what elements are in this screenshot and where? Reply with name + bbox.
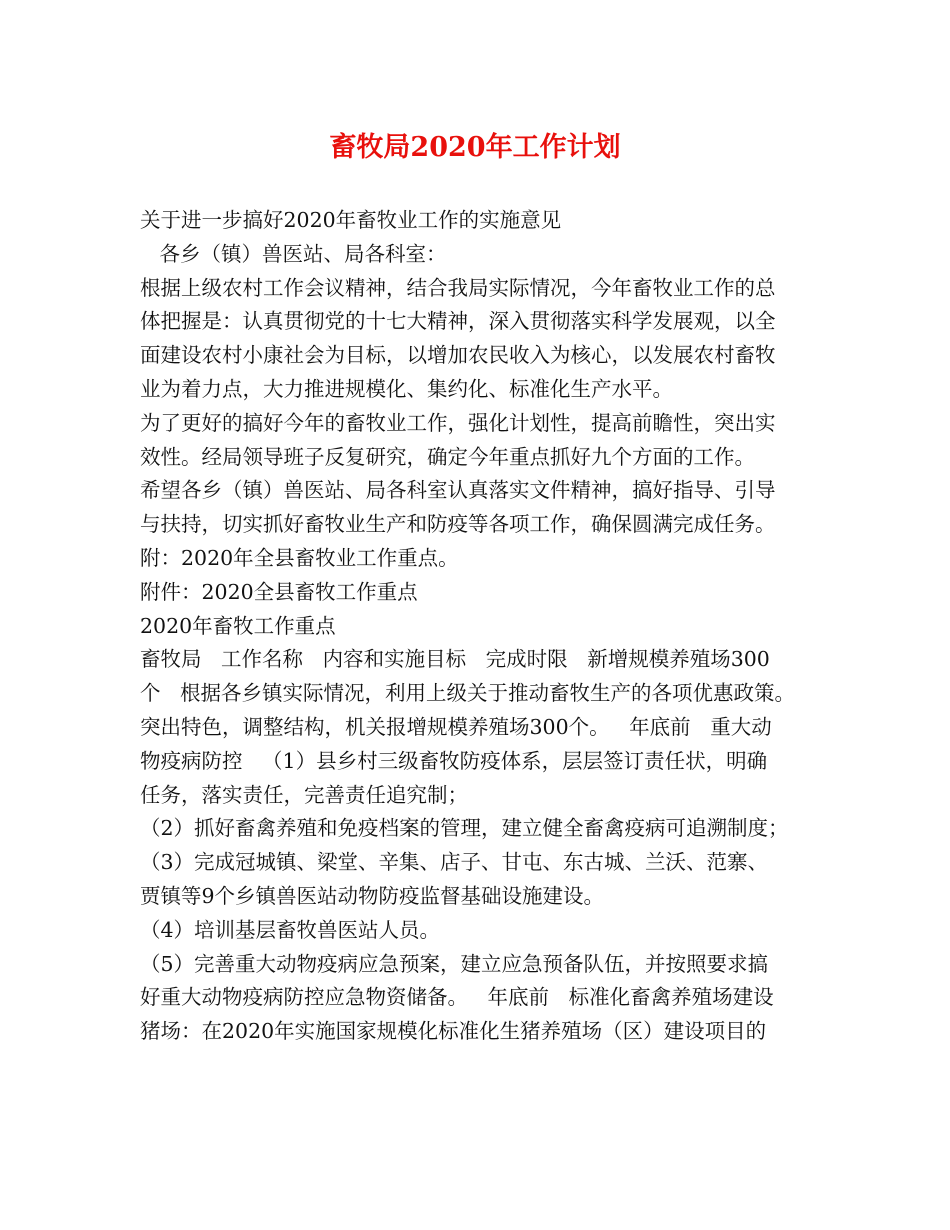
text-line: 个 根据各乡镇实际情况，利用上级关于推动畜牧生产的各项优惠政策。 xyxy=(140,681,796,706)
text-line: 物疫病防控 （1）县乡村三级畜牧防疫体系，层层签订责任状，明确 xyxy=(140,748,768,773)
text-line: 根据上级农村工作会议精神，结合我局实际情况，今年畜牧业工作的总 xyxy=(140,275,776,300)
text-line: （3）完成冠城镇、梁堂、辛集、店子、甘屯、东古城、兰沃、范寨、 xyxy=(140,850,769,875)
text-line: 猪场：在2020年实施国家规模化标准化生猪养殖场（区）建设项目的 xyxy=(140,1019,767,1044)
text-line: （4）培训基层畜牧兽医站人员。 xyxy=(140,917,441,942)
text-line: 2020年畜牧工作重点 xyxy=(140,613,336,638)
text-line: 体把握是：认真贯彻党的十七大精神，深入贯彻落实科学发展观，以全 xyxy=(140,309,776,334)
text-line: 效性。经局领导班子反复研究，确定今年重点抓好九个方面的工作。 xyxy=(140,444,755,469)
text-line: 附：2020年全县畜牧业工作重点。 xyxy=(140,545,459,570)
text-line: 好重大动物疫病防控应急物资储备。 年底前 标准化畜禽养殖场建设 xyxy=(140,985,774,1010)
text-line: （5）完善重大动物疫病应急预案，建立应急预备队伍，并按照要求搞 xyxy=(140,951,769,976)
text-line: 畜牧局 工作名称 内容和实施目标 完成时限 新增规模养殖场300 xyxy=(140,647,770,672)
text-line: 面建设农村小康社会为目标，以增加农民收入为核心，以发展农村畜牧 xyxy=(140,343,776,368)
document-body xyxy=(140,204,830,1049)
text-line: 关于进一步搞好2020年畜牧业工作的实施意见 xyxy=(140,208,562,232)
text-line: 业为着力点，大力推进规模化、集约化、标准化生产水平。 xyxy=(140,376,673,401)
text-line: 贾镇等9个乡镇兽医站动物防疫监督基础设施建设。 xyxy=(140,883,605,908)
text-line: 希望各乡（镇）兽医站、局各科室认真落实文件精神，搞好指导、引导 xyxy=(140,478,776,503)
text-line: 为了更好的搞好今年的畜牧业工作，强化计划性，提高前瞻性，突出实 xyxy=(140,410,776,435)
text-line: （2）抓好畜禽养殖和免疫档案的管理，建立健全畜禽疫病可追溯制度； xyxy=(140,816,789,841)
text-line: 任务，落实责任，完善责任追究制； xyxy=(140,782,468,807)
text-line: 各乡（镇）兽医站、局各科室： xyxy=(140,241,447,266)
document-title: 畜牧局2020年工作计划 xyxy=(329,132,621,163)
text-line: 附件：2020全县畜牧工作重点 xyxy=(140,579,418,604)
text-line: 与扶持，切实抓好畜牧业生产和防疫等各项工作，确保圆满完成任务。 xyxy=(140,512,776,537)
text-line: 突出特色，调整结构，机关报增规模养殖场300个。 年底前 重大动 xyxy=(140,714,772,739)
